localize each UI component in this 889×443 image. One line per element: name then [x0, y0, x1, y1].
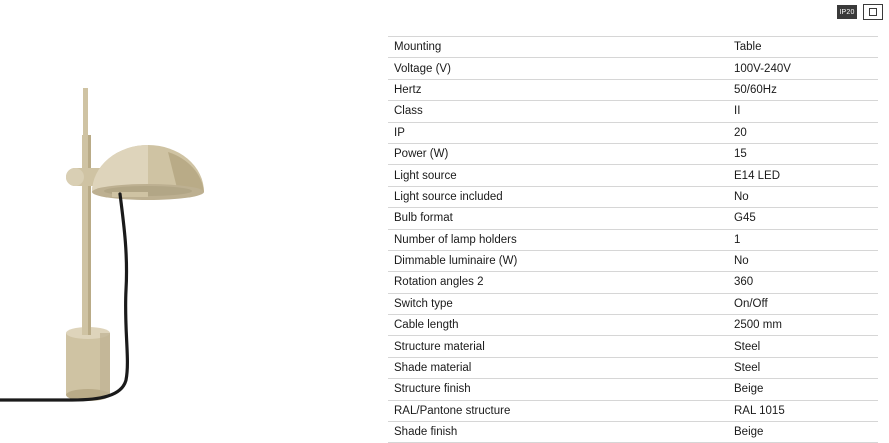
table-row — [388, 58, 878, 79]
spec-value: Table — [728, 37, 878, 58]
spec-value: 100V-240V — [728, 58, 878, 79]
spec-key: Shade material — [388, 357, 728, 378]
spec-key: Mounting — [388, 37, 728, 58]
spec-key: Shade finish — [388, 422, 728, 443]
table-row — [388, 229, 878, 250]
spec-key: Light source included — [388, 186, 728, 207]
spec-value: 360 — [728, 272, 878, 293]
table-row — [388, 122, 878, 143]
spec-key: Power (W) — [388, 143, 728, 164]
table-row — [388, 101, 878, 122]
spec-key: Hertz — [388, 79, 728, 100]
badge-group — [837, 4, 883, 20]
spec-value: Beige — [728, 422, 878, 443]
spec-value: No — [728, 250, 878, 271]
spec-value: 50/60Hz — [728, 79, 878, 100]
spec-value: G45 — [728, 208, 878, 229]
spec-key: Rotation angles 2 — [388, 272, 728, 293]
table-row — [388, 250, 878, 271]
class-ii-double-square-icon — [863, 4, 883, 20]
table-row — [388, 315, 878, 336]
spec-key: Bulb format — [388, 208, 728, 229]
table-row — [388, 293, 878, 314]
spec-key: Structure finish — [388, 379, 728, 400]
spec-key: Structure material — [388, 336, 728, 357]
specifications-table — [388, 36, 866, 443]
spec-value: E14 LED — [728, 165, 878, 186]
spec-key: IP — [388, 122, 728, 143]
spec-key: Class — [388, 101, 728, 122]
table-row — [388, 379, 878, 400]
spec-value: II — [728, 101, 878, 122]
spec-value: 20 — [728, 122, 878, 143]
spec-value: No — [728, 186, 878, 207]
table-row — [388, 400, 878, 421]
spec-key: Cable length — [388, 315, 728, 336]
spec-key: Voltage (V) — [388, 58, 728, 79]
spec-value: On/Off — [728, 293, 878, 314]
spec-key: Dimmable luminaire (W) — [388, 250, 728, 271]
class-ii-inner-square-icon — [869, 8, 877, 16]
table-row — [388, 143, 878, 164]
spec-value: 2500 mm — [728, 315, 878, 336]
spec-value: 15 — [728, 143, 878, 164]
spec-value: Steel — [728, 336, 878, 357]
beige-table-lamp-photo — [0, 40, 380, 420]
table-row — [388, 165, 878, 186]
spec-key: Number of lamp holders — [388, 229, 728, 250]
table-row — [388, 79, 878, 100]
table-row — [388, 37, 878, 58]
table-row — [388, 336, 878, 357]
table-row — [388, 357, 878, 378]
table-row — [388, 186, 878, 207]
spec-value: Beige — [728, 379, 878, 400]
spec-key: Light source — [388, 165, 728, 186]
table-row — [388, 272, 878, 293]
ip-rating-badge: IP20 — [837, 5, 857, 19]
spec-value: RAL 1015 — [728, 400, 878, 421]
spec-key: Switch type — [388, 293, 728, 314]
spec-value: 1 — [728, 229, 878, 250]
product-image-area — [0, 0, 380, 440]
table-row — [388, 208, 878, 229]
spec-key: RAL/Pantone structure — [388, 400, 728, 421]
spec-value: Steel — [728, 357, 878, 378]
